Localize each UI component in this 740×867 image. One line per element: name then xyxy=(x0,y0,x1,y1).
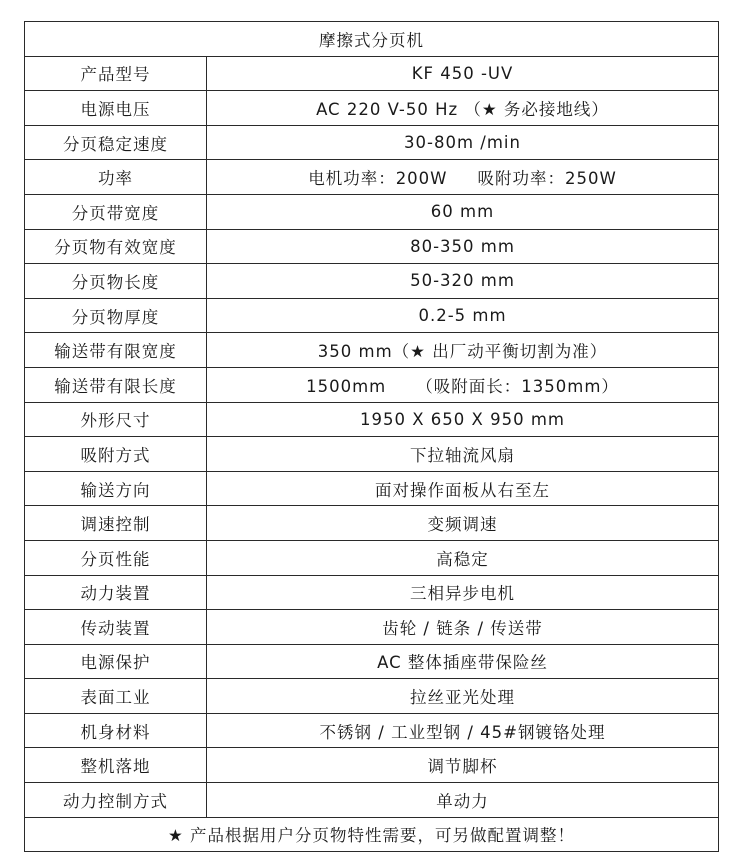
table-row xyxy=(25,264,719,299)
table-row xyxy=(25,783,719,818)
row-value: 1950 X 650 X 950 mm xyxy=(207,402,719,437)
table-row xyxy=(25,437,719,472)
table-row xyxy=(25,610,719,645)
row-value: 变频调速 xyxy=(207,506,719,541)
row-value: AC 220 V-50 Hz （★ 务必接地线） xyxy=(207,91,719,126)
row-label: 分页带宽度 xyxy=(25,194,207,229)
table-row xyxy=(25,229,719,264)
row-value: 60 mm xyxy=(207,194,719,229)
row-label: 输送带有限宽度 xyxy=(25,333,207,368)
table-row xyxy=(25,402,719,437)
table-row xyxy=(25,367,719,402)
table-row xyxy=(25,298,719,333)
row-value: 高稳定 xyxy=(207,540,719,575)
row-value: 拉丝亚光处理 xyxy=(207,679,719,714)
row-value: 0.2-5 mm xyxy=(207,298,719,333)
table-row xyxy=(25,679,719,714)
row-value: KF 450 -UV xyxy=(207,56,719,91)
table-row xyxy=(25,194,719,229)
row-label: 输送方向 xyxy=(25,471,207,506)
row-label: 输送带有限长度 xyxy=(25,367,207,402)
table-row xyxy=(25,91,719,126)
row-label: 功率 xyxy=(25,160,207,195)
title-row xyxy=(25,22,719,57)
row-label: 分页性能 xyxy=(25,540,207,575)
row-label: 传动装置 xyxy=(25,610,207,645)
table-row xyxy=(25,748,719,783)
row-value: 单动力 xyxy=(207,783,719,818)
row-label: 整机落地 xyxy=(25,748,207,783)
row-label: 电源保护 xyxy=(25,644,207,679)
row-value: 齿轮 / 链条 / 传送带 xyxy=(207,610,719,645)
table-row xyxy=(25,713,719,748)
row-label: 机身材料 xyxy=(25,713,207,748)
row-value: 80-350 mm xyxy=(207,229,719,264)
table-title: 摩擦式分页机 xyxy=(25,22,719,57)
row-label: 产品型号 xyxy=(25,56,207,91)
note-row xyxy=(25,817,719,852)
row-value: 50-320 mm xyxy=(207,264,719,299)
table-row xyxy=(25,160,719,195)
row-value xyxy=(207,367,719,402)
motor-power: 电机功率：200W xyxy=(308,169,448,189)
table-row xyxy=(25,644,719,679)
row-value: 30-80m /min xyxy=(207,125,719,160)
row-value: 三相异步电机 xyxy=(207,575,719,610)
row-label: 吸附方式 xyxy=(25,437,207,472)
suction-power: 吸附功率：250W xyxy=(477,169,617,189)
row-value: 350 mm（★ 出厂动平衡切割为准） xyxy=(207,333,719,368)
row-value xyxy=(207,160,719,195)
table-row xyxy=(25,56,719,91)
footnote: ★ 产品根据用户分页物特性需要，可另做配置调整！ xyxy=(25,817,719,852)
row-value: AC 整体插座带保险丝 xyxy=(207,644,719,679)
row-value: 面对操作面板从右至左 xyxy=(207,471,719,506)
table-row xyxy=(25,333,719,368)
conveyor-length: 1500mm xyxy=(306,376,387,396)
table-row xyxy=(25,506,719,541)
suction-surface-length: （吸附面长：1350mm） xyxy=(416,376,619,396)
spec-table xyxy=(24,21,719,852)
row-label: 外形尺寸 xyxy=(25,402,207,437)
row-label: 动力装置 xyxy=(25,575,207,610)
row-label: 动力控制方式 xyxy=(25,783,207,818)
row-label: 分页物有效宽度 xyxy=(25,229,207,264)
row-label: 表面工业 xyxy=(25,679,207,714)
table-row xyxy=(25,125,719,160)
table-row xyxy=(25,471,719,506)
table-row xyxy=(25,540,719,575)
row-label: 分页稳定速度 xyxy=(25,125,207,160)
row-value: 不锈钢 / 工业型钢 / 45#钢镀铬处理 xyxy=(207,713,719,748)
row-label: 分页物长度 xyxy=(25,264,207,299)
row-label: 调速控制 xyxy=(25,506,207,541)
row-label: 电源电压 xyxy=(25,91,207,126)
row-value: 调节脚杯 xyxy=(207,748,719,783)
table-row xyxy=(25,575,719,610)
row-value: 下拉轴流风扇 xyxy=(207,437,719,472)
row-label: 分页物厚度 xyxy=(25,298,207,333)
